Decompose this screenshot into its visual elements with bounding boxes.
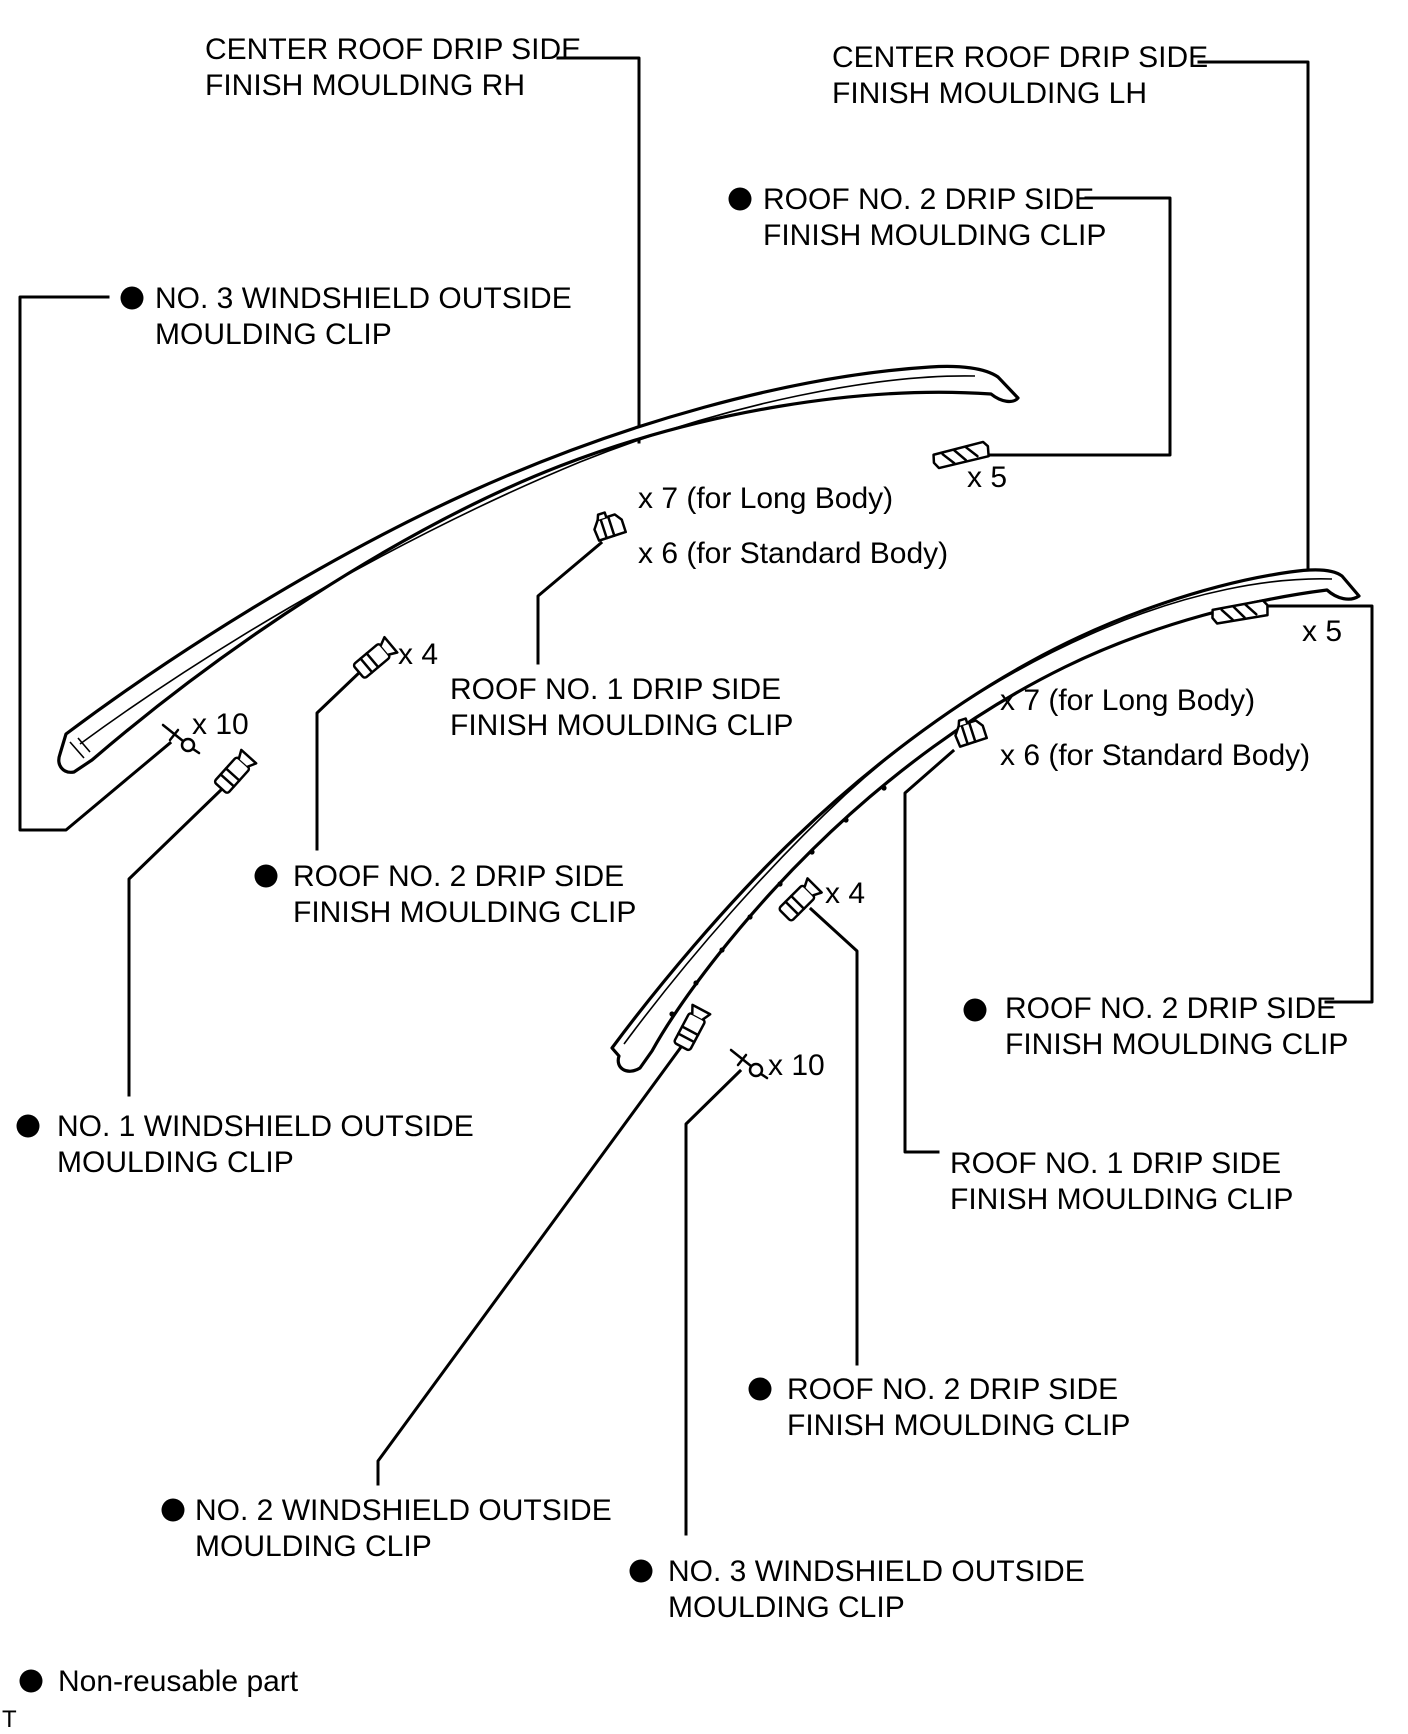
label-line: NO. 1 WINDSHIELD OUTSIDE (57, 1110, 474, 1143)
leader-no3-windshield-bottom (686, 1071, 740, 1534)
label-no2-windshield-clip (195, 1493, 612, 1565)
leader-roof-no1-left (538, 543, 601, 663)
qty-x10-bottom: x 10 (768, 1049, 825, 1082)
qty-x4-right: x 4 (825, 877, 866, 910)
label-line: NO. 3 WINDSHIELD OUTSIDE (155, 282, 572, 315)
label-line: ROOF NO. 1 DRIP SIDE (950, 1147, 1282, 1180)
non-reusable-marker (630, 1560, 653, 1583)
label-line: ROOF NO. 2 DRIP SIDE (787, 1373, 1119, 1406)
non-reusable-marker (964, 999, 987, 1022)
leader-roof-no1-right (905, 751, 953, 1152)
label-roof-no1-clip-right (950, 1146, 1293, 1218)
leader-roof-no2-right (1263, 606, 1372, 1002)
label-roof-no2-clip-right (1005, 991, 1348, 1063)
label-line: MOULDING CLIP (57, 1146, 294, 1179)
label-no3-windshield-clip-bottom (668, 1554, 1085, 1626)
label-roof-no2-clip-top (763, 182, 1106, 254)
non-reusable-marker (17, 1115, 40, 1138)
label-roof-no2-clip-left (293, 859, 636, 931)
leader-center-lh (1199, 62, 1308, 574)
label-line: NO. 2 WINDSHIELD OUTSIDE (195, 1494, 612, 1527)
leader-roof-no2-left (317, 670, 362, 849)
qty-x4-left: x 4 (398, 638, 439, 671)
label-line: FINISH MOULDING CLIP (450, 709, 794, 742)
label-center-moulding-rh (205, 32, 581, 104)
label-line: FINISH MOULDING CLIP (1005, 1028, 1349, 1061)
label-roof-no1-clip-left (450, 672, 793, 744)
label-line: ROOF NO. 2 DRIP SIDE (1005, 992, 1337, 1025)
label-line: MOULDING CLIP (668, 1591, 905, 1624)
legend-non-reusable (58, 1664, 298, 1700)
label-line: FINISH MOULDING CLIP (293, 896, 637, 929)
non-reusable-marker (20, 1670, 43, 1693)
roof-no2-clip-icon-left (352, 637, 397, 679)
label-line: FINISH MOULDING CLIP (787, 1409, 1131, 1442)
label-line: ROOF NO. 2 DRIP SIDE (293, 860, 625, 893)
label-line: ROOF NO. 2 DRIP SIDE (763, 183, 1095, 216)
qty-x7-long-body-left: x 7 (for Long Body) (638, 482, 894, 515)
non-reusable-marker (162, 1499, 185, 1522)
label-line: FINISH MOULDING CLIP (950, 1183, 1294, 1216)
label-line: ROOF NO. 1 DRIP SIDE (450, 673, 782, 706)
leader-center-rh (558, 58, 639, 442)
label-line: FINISH MOULDING RH (205, 69, 526, 102)
non-reusable-marker (255, 865, 278, 888)
qty-x6-standard-body-right: x 6 (for Standard Body) (1000, 739, 1311, 772)
label-line: MOULDING CLIP (195, 1530, 432, 1563)
qty-x5-right: x 5 (1302, 615, 1343, 648)
label-line: FINISH MOULDING LH (832, 77, 1148, 110)
non-reusable-marker (729, 188, 752, 211)
label-no3-windshield-clip-top (155, 281, 572, 353)
qty-x7-long-body-right: x 7 (for Long Body) (1000, 684, 1256, 717)
no1-windshield-clip-icon (213, 750, 256, 795)
qty-x6-standard-body-left: x 6 (for Standard Body) (638, 537, 949, 570)
label-center-moulding-lh (832, 40, 1208, 112)
non-reusable-marker (121, 287, 144, 310)
no2-windshield-clip-icon (673, 1005, 710, 1051)
label-line: FINISH MOULDING CLIP (763, 219, 1107, 252)
qty-x10-left: x 10 (192, 708, 249, 741)
leader-roof-no2-bottom (811, 909, 857, 1364)
label-no1-windshield-clip (57, 1109, 474, 1181)
qty-x5-left: x 5 (967, 461, 1008, 494)
label-line: NO. 3 WINDSHIELD OUTSIDE (668, 1555, 1085, 1588)
label-line: MOULDING CLIP (155, 318, 392, 351)
page-footer-mark: T (2, 1706, 17, 1733)
leader-no1-windshield (129, 788, 223, 1095)
roof-no2-clip-icon-right (778, 878, 822, 922)
moulding-lh-drip-line (624, 579, 1332, 1044)
label-line: CENTER ROOF DRIP SIDE (832, 41, 1209, 74)
roof-no1-clip-icon-left (590, 508, 625, 541)
label-line: CENTER ROOF DRIP SIDE (205, 33, 582, 66)
legend-text: Non-reusable part (58, 1665, 299, 1698)
label-roof-no2-clip-bottom (787, 1372, 1130, 1444)
non-reusable-marker (749, 1378, 772, 1401)
